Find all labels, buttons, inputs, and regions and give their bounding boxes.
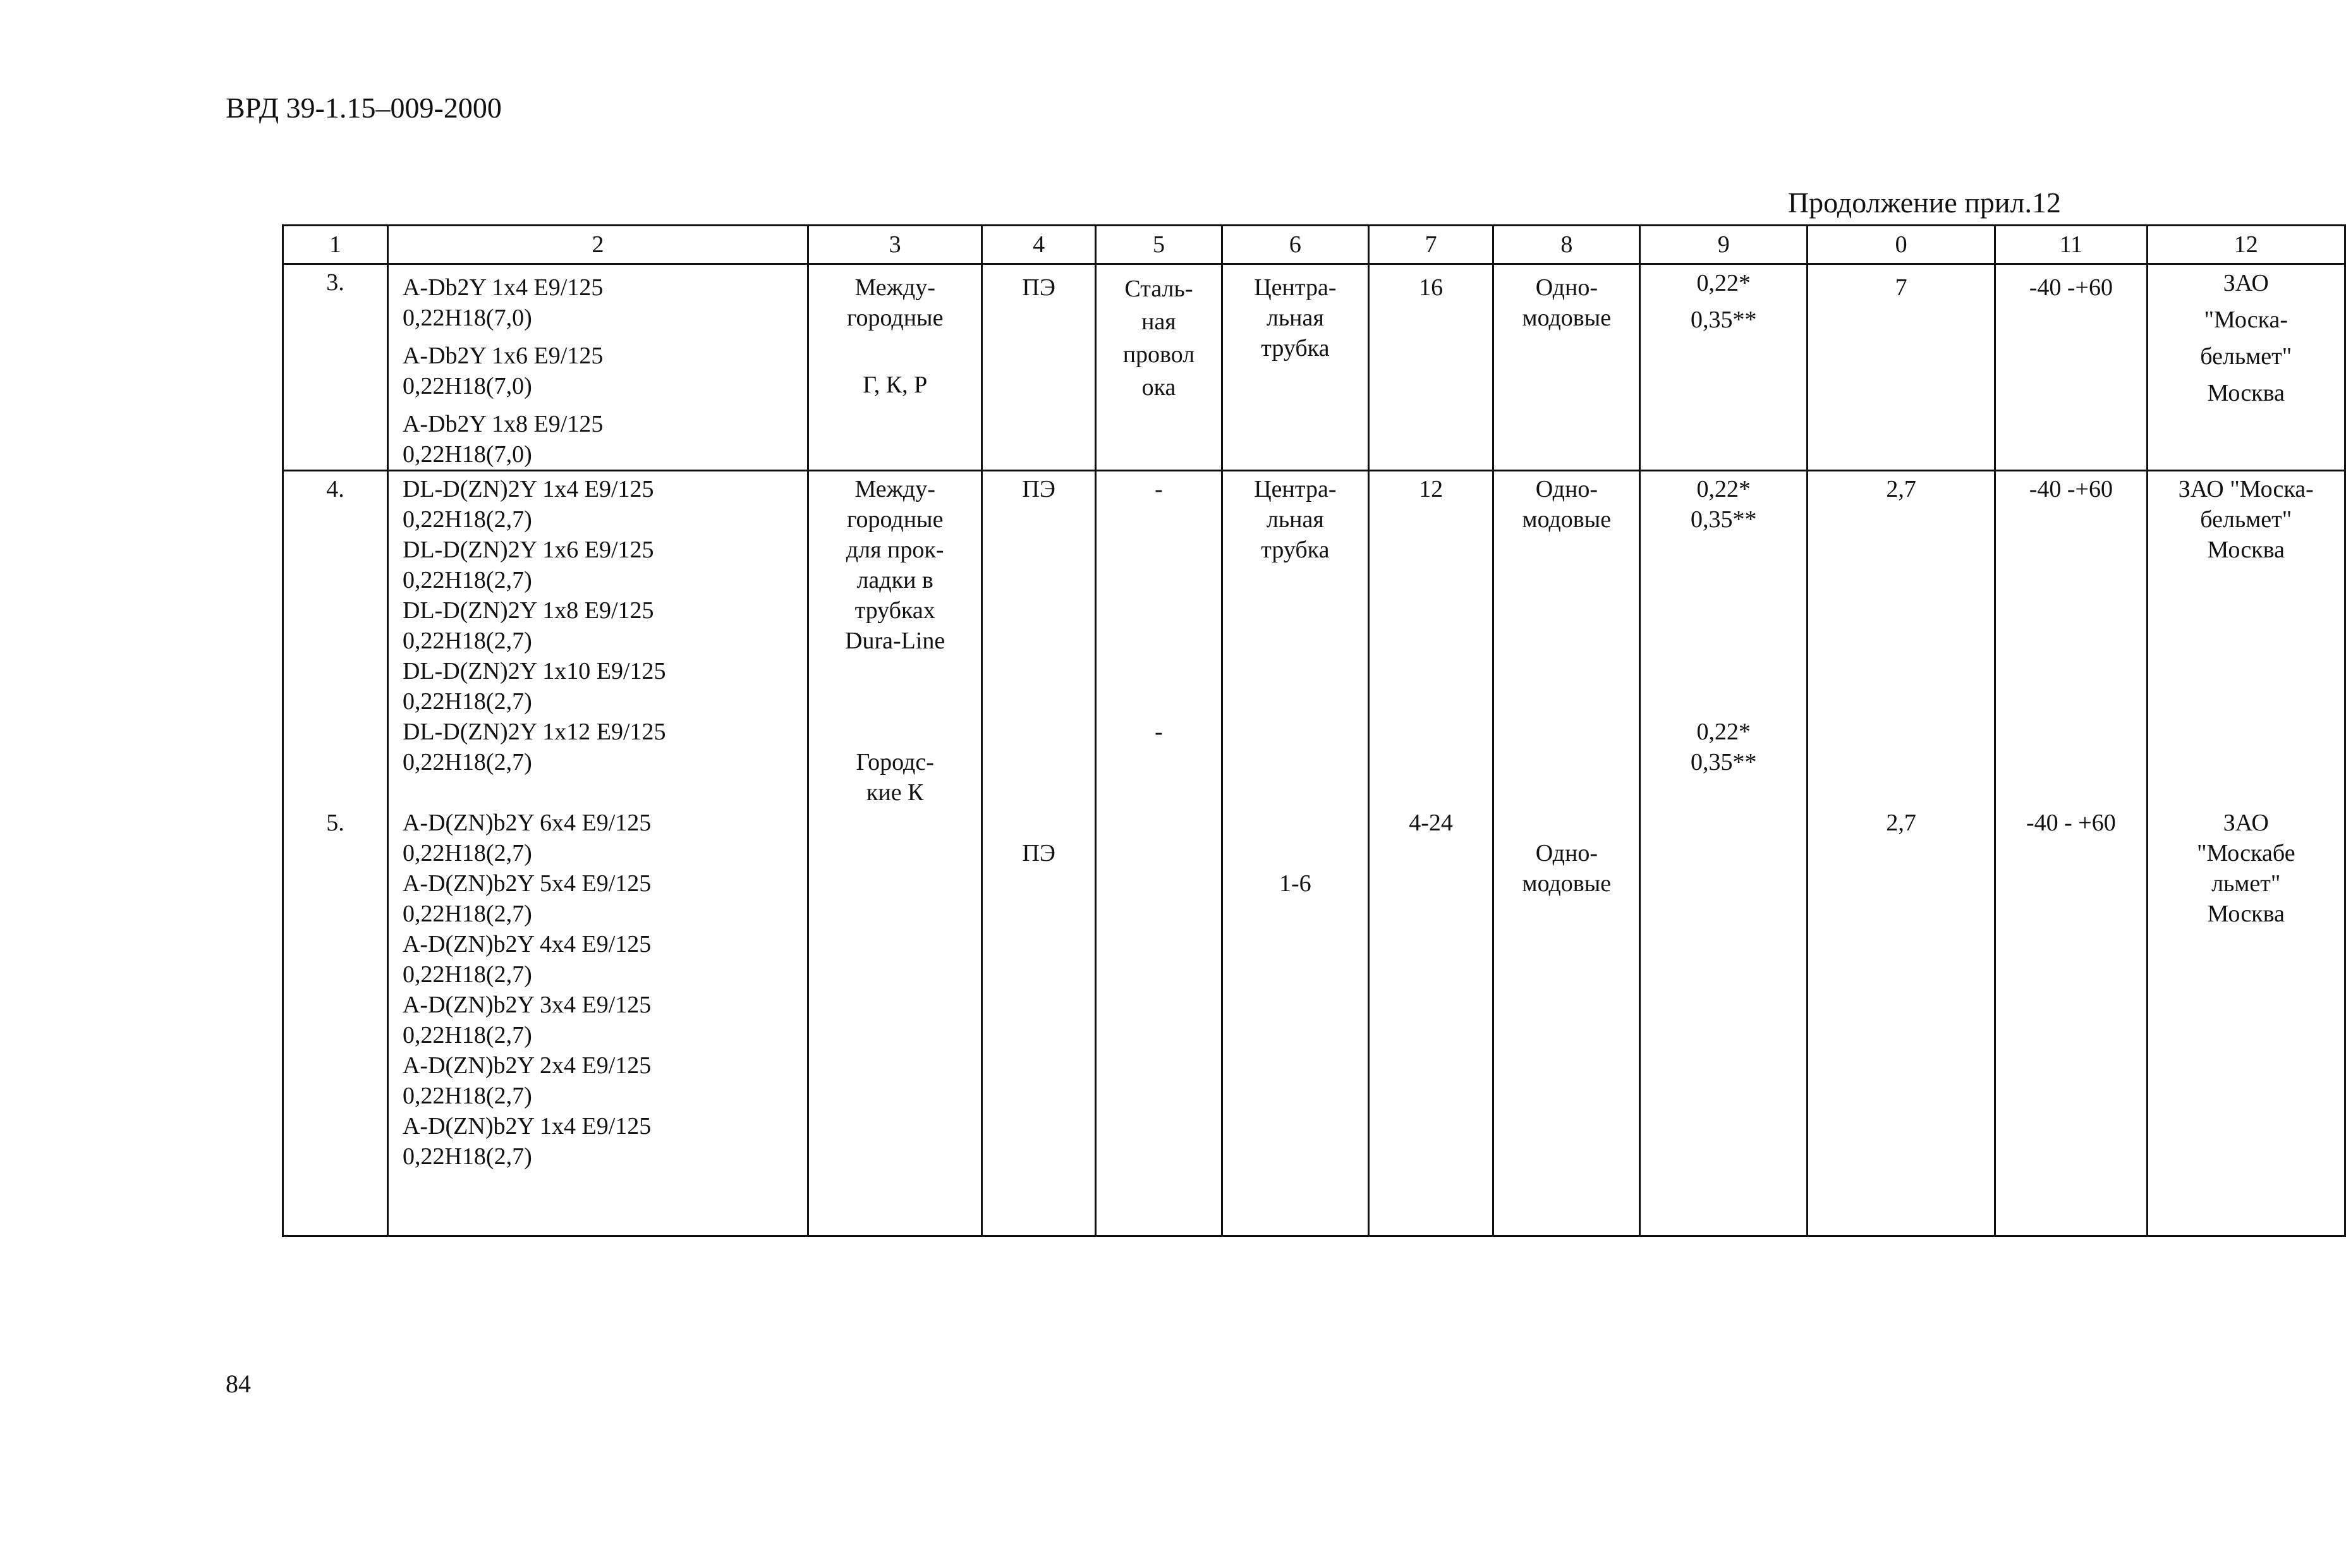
- sheath-material: ПЭ: [1022, 476, 1055, 502]
- core-design: 1-6: [1279, 870, 1311, 897]
- temperature-range: -40 -+60: [2029, 274, 2113, 301]
- column-header: 9: [1640, 226, 1808, 264]
- cable-model: A-Db2Y 1x6 E9/125 0,22H18(7,0): [402, 343, 604, 399]
- fiber-type: Одно- модовые: [1522, 274, 1612, 331]
- column-header: 7: [1368, 226, 1493, 264]
- column-header: 6: [1222, 226, 1368, 264]
- document-code: ВРД 39-1.15–009-2000: [226, 92, 502, 124]
- cable-model-list: A-D(ZN)b2Y 6x4 E9/125 0,22H18(2,7) A-D(ZN)b2Y 5x4 E9/125 0,22H18(2,7) A-D(ZN)b2Y 4x4 E9/125 0,22H18(2,7) A-D(ZN)b2Y 3x4 E9/125 0,22H18(2,7) A-D(ZN)b2Y 2x4 E9/125 0,22H18(2,7) A-D(ZN)b2Y 1x4 E9/125 0,22H18(2,7): [402, 810, 652, 1170]
- cable-purpose: Городс- кие К: [856, 749, 934, 806]
- cable-purpose: Между- городные для прок- ладки в трубках Dura-Line: [845, 476, 945, 654]
- sheath-material: ПЭ: [1022, 840, 1055, 866]
- column-header-row: [283, 226, 2345, 264]
- cable-model: A-Db2Y 1x8 E9/125 0,22H18(7,0): [402, 411, 604, 468]
- temperature-range: -40 -+60: [2029, 476, 2113, 502]
- fiber-type: Одно- модовые: [1522, 840, 1612, 897]
- attenuation: 0,22* 0,35**: [1691, 719, 1757, 775]
- column-header: 1: [283, 226, 388, 264]
- column-header: 8: [1493, 226, 1640, 264]
- row-number: 3.: [326, 269, 344, 296]
- temperature-range: -40 - +60: [2026, 810, 2116, 836]
- column-10-value: 2,7: [1886, 810, 1916, 836]
- core-design: Центра- льная трубка: [1254, 274, 1337, 362]
- cable-model-list: DL-D(ZN)2Y 1x4 E9/125 0,22H18(2,7) DL-D(ZN)2Y 1x6 E9/125 0,22H18(2,7) DL-D(ZN)2Y 1x8 E9/125 0,22H18(2,7) DL-D(ZN)2Y 1x10 E9/125 0,22H18(2,7) DL-D(ZN)2Y 1x12 E9/125 0,22H18(2,7): [402, 476, 666, 775]
- column-header: 12: [2147, 226, 2345, 264]
- fiber-count: 4-24: [1409, 810, 1453, 836]
- row-number: 5.: [326, 810, 344, 836]
- manufacturer: ЗАО "Москабе льмет" Москва: [2196, 810, 2295, 927]
- fiber-count: 12: [1419, 476, 1443, 502]
- sheath-material: ПЭ: [1022, 274, 1055, 301]
- column-header: 0: [1808, 226, 1995, 264]
- fiber-count: 16: [1419, 274, 1443, 301]
- cable-purpose-sub: Г, К, Р: [863, 372, 928, 398]
- attenuation: 0,22* 0,35**: [1691, 476, 1757, 533]
- column-header: 5: [1096, 226, 1222, 264]
- column-header: 4: [982, 226, 1096, 264]
- attenuation: 0,22* 0,35**: [1691, 270, 1757, 333]
- column-header: 11: [1995, 226, 2147, 264]
- fiber-type: Одно- модовые: [1522, 476, 1612, 533]
- cable-model: A-Db2Y 1x4 E9/125 0,22H18(7,0): [402, 274, 604, 331]
- armor-type: -: [1155, 719, 1163, 745]
- page-number: 84: [226, 1370, 251, 1398]
- column-10-value: 2,7: [1886, 476, 1916, 502]
- table-row: [283, 264, 2345, 471]
- row-number: 4.: [326, 476, 344, 502]
- cable-purpose: Между- городные: [846, 274, 944, 331]
- column-header: 3: [808, 226, 982, 264]
- manufacturer: ЗАО "Моска- бельмет" Москва: [2178, 476, 2314, 563]
- manufacturer: ЗАО "Моска- бельмет" Москва: [2200, 270, 2292, 406]
- core-design: Центра- льная трубка: [1254, 476, 1337, 563]
- armor-type: Сталь- ная провол ока: [1122, 276, 1195, 401]
- cable-table: [282, 224, 2346, 1237]
- column-10-value: 7: [1895, 274, 1907, 301]
- column-header: 2: [387, 226, 808, 264]
- table-row: [283, 471, 2345, 1236]
- armor-type: -: [1155, 476, 1163, 502]
- continuation-label: Продолжение прил.12: [1787, 186, 2061, 219]
